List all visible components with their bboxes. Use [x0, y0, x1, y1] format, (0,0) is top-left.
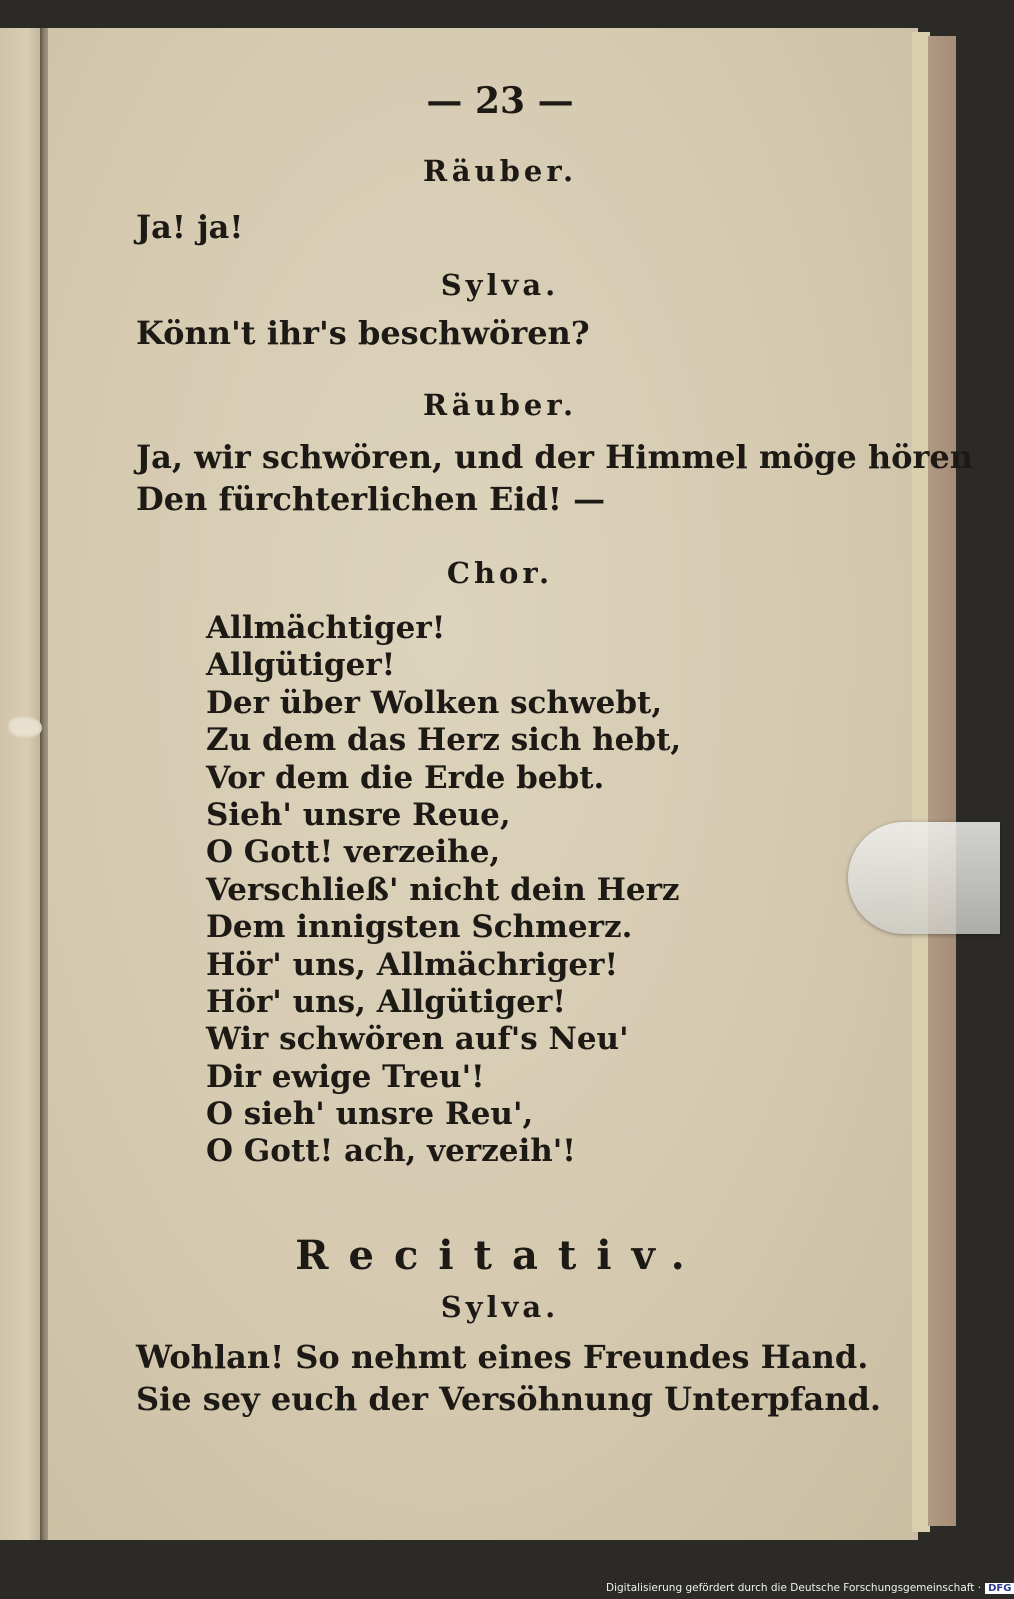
- chorus-line: Hör' uns, Allmächriger!: [206, 946, 619, 983]
- chorus-line: Sieh' unsre Reue,: [206, 796, 511, 833]
- chorus-line: Verschließ' nicht dein Herz: [206, 871, 680, 908]
- speaker-label: Räuber.: [422, 388, 578, 422]
- chorus-line: Hör' uns, Allgütiger!: [206, 983, 566, 1020]
- verse-line: Wohlan! So nehmt eines Freundes Hand.: [136, 1338, 869, 1376]
- chorus-line: Dir ewige Treu'!: [206, 1058, 485, 1095]
- paper-tear: [8, 716, 42, 738]
- chorus-verses: [206, 610, 681, 1171]
- verse-line: Ja! ja!: [136, 208, 244, 246]
- verse-line: Könn't ihr's beschwören?: [136, 314, 590, 352]
- chorus-line: Allgütiger!: [206, 647, 396, 684]
- chorus-line: O sieh' unsre Reu',: [206, 1096, 534, 1133]
- chorus-line: O Gott! verzeihe,: [206, 834, 501, 871]
- chorus-line: Vor dem die Erde bebt.: [206, 759, 605, 796]
- chorus-line: Allmächtiger!: [206, 610, 446, 646]
- verse-line: Ja, wir schwören, und der Himmel möge hören: [136, 438, 973, 476]
- chorus-line: Der über Wolken schwebt,: [206, 684, 663, 721]
- chorus-line: O Gott! ach, verzeih'!: [206, 1133, 576, 1170]
- speaker-label: Sylva.: [440, 1290, 560, 1324]
- speaker-label: Chor.: [446, 556, 554, 590]
- page-holder-tab: [848, 822, 1000, 934]
- credit-text: Digitalisierung gefördert durch die Deutsche Forschungsgemeinschaft ·: [606, 1582, 982, 1594]
- dfg-logo: DFG: [985, 1583, 1014, 1594]
- digitization-credit: [606, 1582, 1014, 1594]
- section-heading: Recitativ.: [295, 1232, 705, 1279]
- speaker-label: Räuber.: [422, 154, 578, 188]
- verse-line: Sie sey euch der Versöhnung Unterpfand.: [136, 1380, 881, 1418]
- page-number: — 23 —: [426, 80, 574, 122]
- verse-line: Den fürchterlichen Eid! —: [136, 480, 606, 518]
- speaker-label: Sylva.: [440, 268, 560, 302]
- chorus-line: Zu dem das Herz sich hebt,: [206, 722, 682, 759]
- chorus-line: Wir schwören auf's Neu': [206, 1021, 629, 1058]
- chorus-line: Dem innigsten Schmerz.: [206, 909, 633, 946]
